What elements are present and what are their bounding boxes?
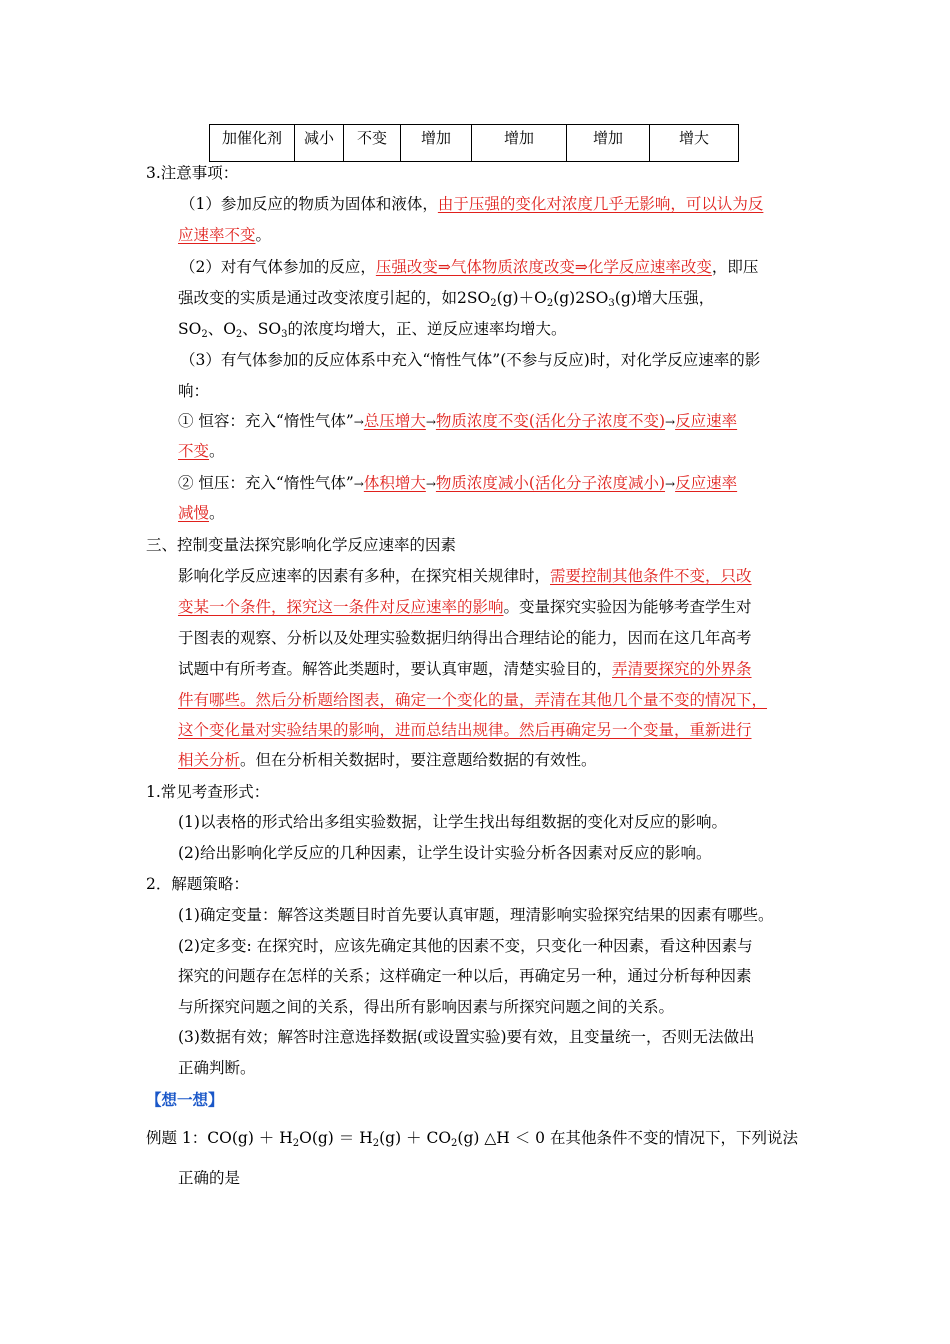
strategy-item: (1)确定变量：解答这类题目时首先要认真审题，理清影响实验探究结果的因素有哪些。 — [178, 906, 774, 924]
strategy-item: 正确判断。 — [178, 1059, 256, 1077]
section-three-title: 三、控制变量法探究影响化学反应速率的因素 — [146, 536, 457, 554]
section-heading: 3.注意事项： — [146, 164, 239, 182]
table-cell: 不变 — [344, 125, 401, 162]
form-item: (1)以表格的形式给出多组实验数据，让学生找出每组数据的变化对反应的影响。 — [178, 813, 727, 831]
strategy-item: 探究的问题存在怎样的关系；这样确定一种以后，再确定另一种，通过分析每种因素 — [178, 967, 752, 985]
note-1: （1）参加反应的物质为固体和液体，由于压强的变化对浓度几乎无影响，可以认为反 — [180, 195, 764, 213]
note-3-cont: 响： — [178, 382, 210, 400]
table-row — [210, 125, 739, 162]
think-heading: 【想一想】 — [146, 1090, 224, 1109]
note-1-cont: 应速率不变。 — [178, 226, 272, 244]
paragraph-line: 试题中有所考查。解答此类题时，要认真审题，清楚实验目的，弄清要探究的外界条 — [178, 660, 752, 678]
constant-pressure: ② 恒压：充入“惰性气体”→体积增大→物质浓度减小(活化分子浓度减小)→反应速率 — [178, 474, 738, 492]
paragraph-line: 这个变化量对实验结果的影响，进而总结出规律。然后再确定另一个变量，重新进行 — [178, 721, 752, 739]
paragraph-line: 于图表的观察、分析以及处理实验数据归纳得出合理结论的能力，因而在这几年高考 — [178, 629, 752, 647]
note-2: （2）对有气体参加的反应，压强改变⇒气体物质浓度改变⇒化学反应速率改变，即压 — [180, 258, 759, 276]
constant-volume: ① 恒容：充入“惰性气体”→总压增大→物质浓度不变(活化分子浓度不变)→反应速率 — [178, 412, 738, 430]
form-item: (2)给出影响化学反应的几种因素，让学生设计实验分析各因素对反应的影响。 — [178, 844, 712, 862]
note-2-equation: 强改变的实质是通过改变浓度引起的，如$2SO_2(g)+O_2(g)2SO_3(g)$增大压强， — [178, 289, 715, 309]
constant-volume-cont: 不变。 — [178, 442, 225, 460]
constant-pressure-cont: 减慢。 — [178, 504, 225, 522]
forms-title: 1.常见考查形式： — [146, 783, 270, 801]
paragraph-line: 变某一个条件，探究这一条件对反应速率的影响。变量探究实验因为能够考查学生对 — [178, 598, 752, 616]
example-question: 例题 1：$CO(g) + H_2O(g) = H_2(g) + CO_2(g)$ △H ＜ 0 在其他条件不变的情况下，下列说法 — [146, 1129, 798, 1149]
table-cell: 增加 — [567, 125, 650, 162]
table-cell: 增加 — [401, 125, 472, 162]
strategy-title: 2．解题策略： — [146, 875, 249, 893]
catalyst-table — [209, 124, 739, 162]
paragraph-line: 影响化学反应速率的因素有多种，在探究相关规律时，需要控制其他条件不变，只改 — [178, 567, 752, 585]
table-cell: 加催化剂 — [210, 125, 295, 162]
note-3: （3）有气体参加的反应体系中充入“惰性气体”(不参与反应)时，对化学反应速率的影 — [180, 351, 761, 369]
note-2-result: $SO_2$、$O_2$、$SO_3$的浓度均增大，正、逆反应速率均增大。 — [178, 320, 567, 340]
paragraph-line: 相关分析。但在分析相关数据时，要注意题给数据的有效性。 — [178, 751, 597, 769]
table-cell: 增大 — [650, 125, 739, 162]
strategy-item: (2)定多变: 在探究时，应该先确定其他的因素不变，只变化一种因素，看这种因素与 — [178, 937, 753, 955]
strategy-item: (3)数据有效；解答时注意选择数据(或设置实验)要有效，且变量统一，否则无法做出 — [178, 1028, 755, 1046]
strategy-item: 与所探究问题之间的关系，得出所有影响因素与所探究问题之间的关系。 — [178, 998, 675, 1016]
example-question-cont: 正确的是 — [178, 1169, 241, 1187]
table-cell: 增加 — [472, 125, 567, 162]
table-cell: 减小 — [295, 125, 344, 162]
paragraph-line: 件有哪些。然后分析题给图表，确定一个变化的量，弄清在其他几个量不变的情况下， — [178, 691, 768, 709]
